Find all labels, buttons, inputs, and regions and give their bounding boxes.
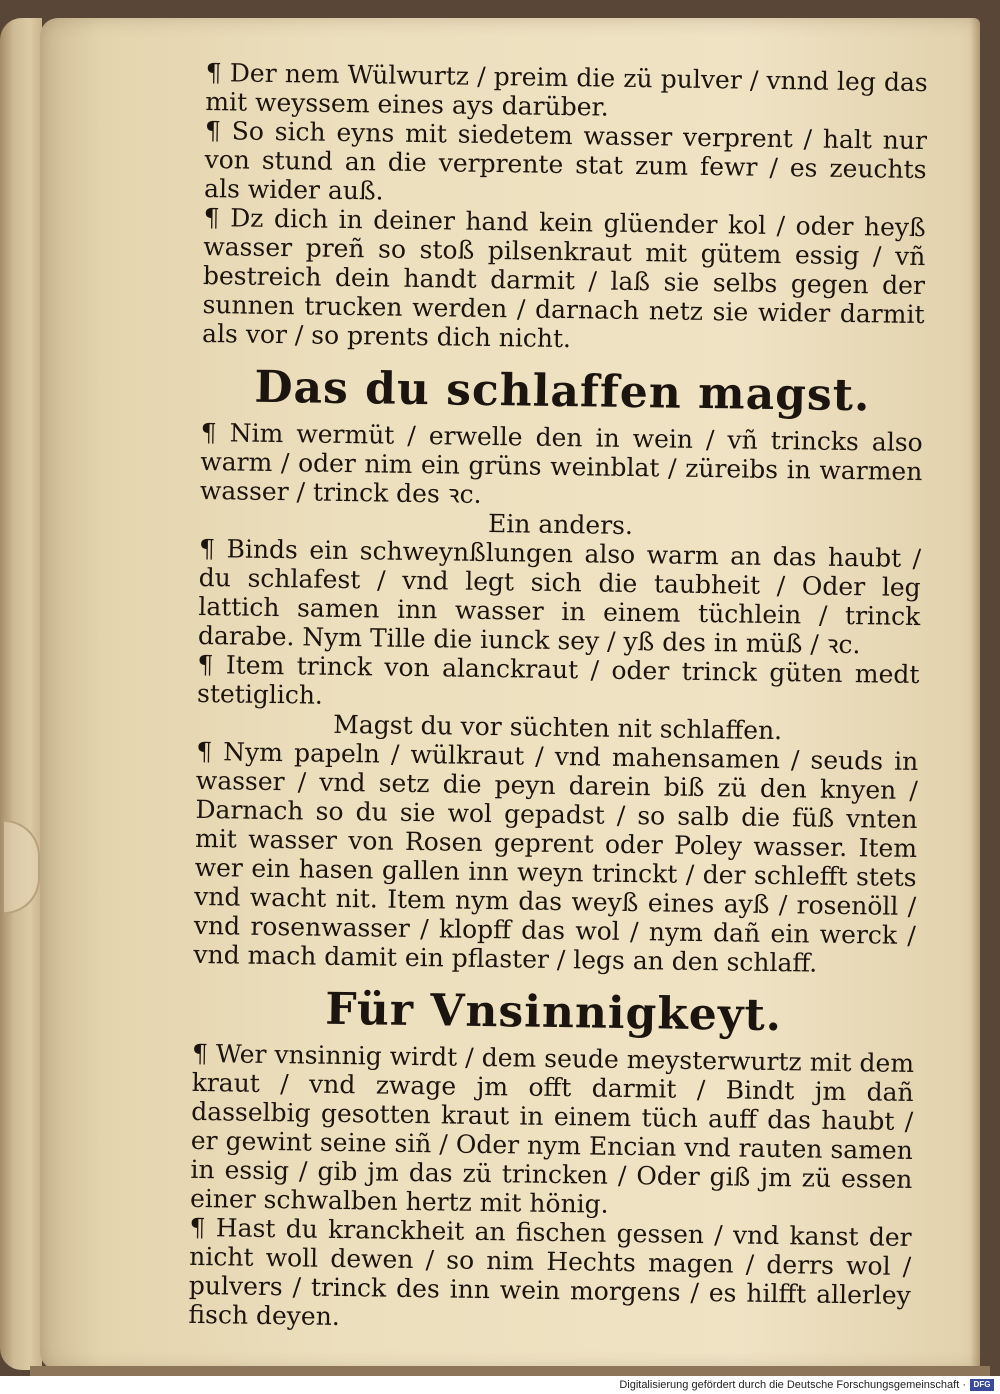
paragraph: ¶ Nym papeln / wülkraut / vnd mahensamen / seuds in wasser / vnd setz die peyn darein biß zü den knyen / Darnach so du sie wol gepadst / so salb die füß vnten mit wasser von Rosen geprent oder Poley wasser. Item wer ein hasen gallen inn weyn trinckt / der schlefft stets vnd wacht nit. Item nym das weyß eines ayß / rosenöll / vnd rosenwasser / klopff das wol / nym dañ ein werck / vnd mach damit ein pflaster / legs an den schlaff. [193,736,919,978]
subheading: Magst du vor süchten nit schlaffen. [333,709,783,746]
book-page-edge [0,18,42,1370]
funding-credit: Digitalisierung gefördert durch die Deutsche Forschungsgemeinschaft · [619,1379,966,1391]
dfg-logo-icon: DFG [970,1379,994,1391]
section-heading: Für Vnsinnigkeyt. [324,983,783,1042]
paragraph: ¶ So sich eyns mit siedetem wasser verprent / halt nur von stund an die verprente stat zum fewr / es zeuchts als wider auß. [203,115,928,206]
paragraph: ¶ Nim wermüt / erwelle den in wein / vñ trincks also warm / oder nim ein grüns weinblat / züreibs in warmen wasser / trinck des ꝛc. [199,417,923,509]
paragraph: ¶ Hast du kranckheit an fischen gessen / vnd kanst der nicht woll dewen / so nim Hechts magen / derrs wol / pulvers / trinck des inn wein morgens / es hilfft allerley fisch deyen. [188,1212,912,1331]
paragraph: ¶ Dz dich in deiner hand kein glüender kol / oder heyß wasser preñ so stoß pilsenkraut mit gütem essig / vñ bestreich dein handt darmit / laß sie selbs gegen der sunnen trucken werden / darnach netz sie wider darmit als vor / so prents dich nicht. [201,202,926,354]
page-text [188,58,928,1339]
paragraph: ¶ Der nem Wülwurtz / preim die zü pulver / vnnd leg das mit weyssem eines ays darüber. [205,58,928,122]
paragraph: ¶ Binds ein schweynßlungen also warm an das haubt / du schlafest / vnd legt sich die taubheit / Oder leg lattich samen inn wasser in einem tüchlein / trinck darabe. Nym Tille die iunck sey / yß des in müß / ꝛc. [197,533,922,660]
paragraph: ¶ Item trinck von alanckraut / oder trinck güten medt stetiglich. [196,649,920,710]
footer-bar [0,1376,1000,1394]
subheading: Ein anders. [487,508,634,541]
section-heading: Das du schlaffen magst. [254,361,871,422]
paragraph: ¶ Wer vnsinnig wirdt / dem seude meysterwurtz mit dem kraut / vnd zwage jm offt darmit / Bindt jm dañ dasselbig gesotten kraut in einem tüch auff das haubt / er gewint seine siñ / Oder nym Encian vnd rauten samen in essig / gib jm das zü trincken / Oder giß jm zü essen einer schwalben hertz mit hönig. [189,1038,915,1219]
book-bottom-edge [30,1366,990,1376]
